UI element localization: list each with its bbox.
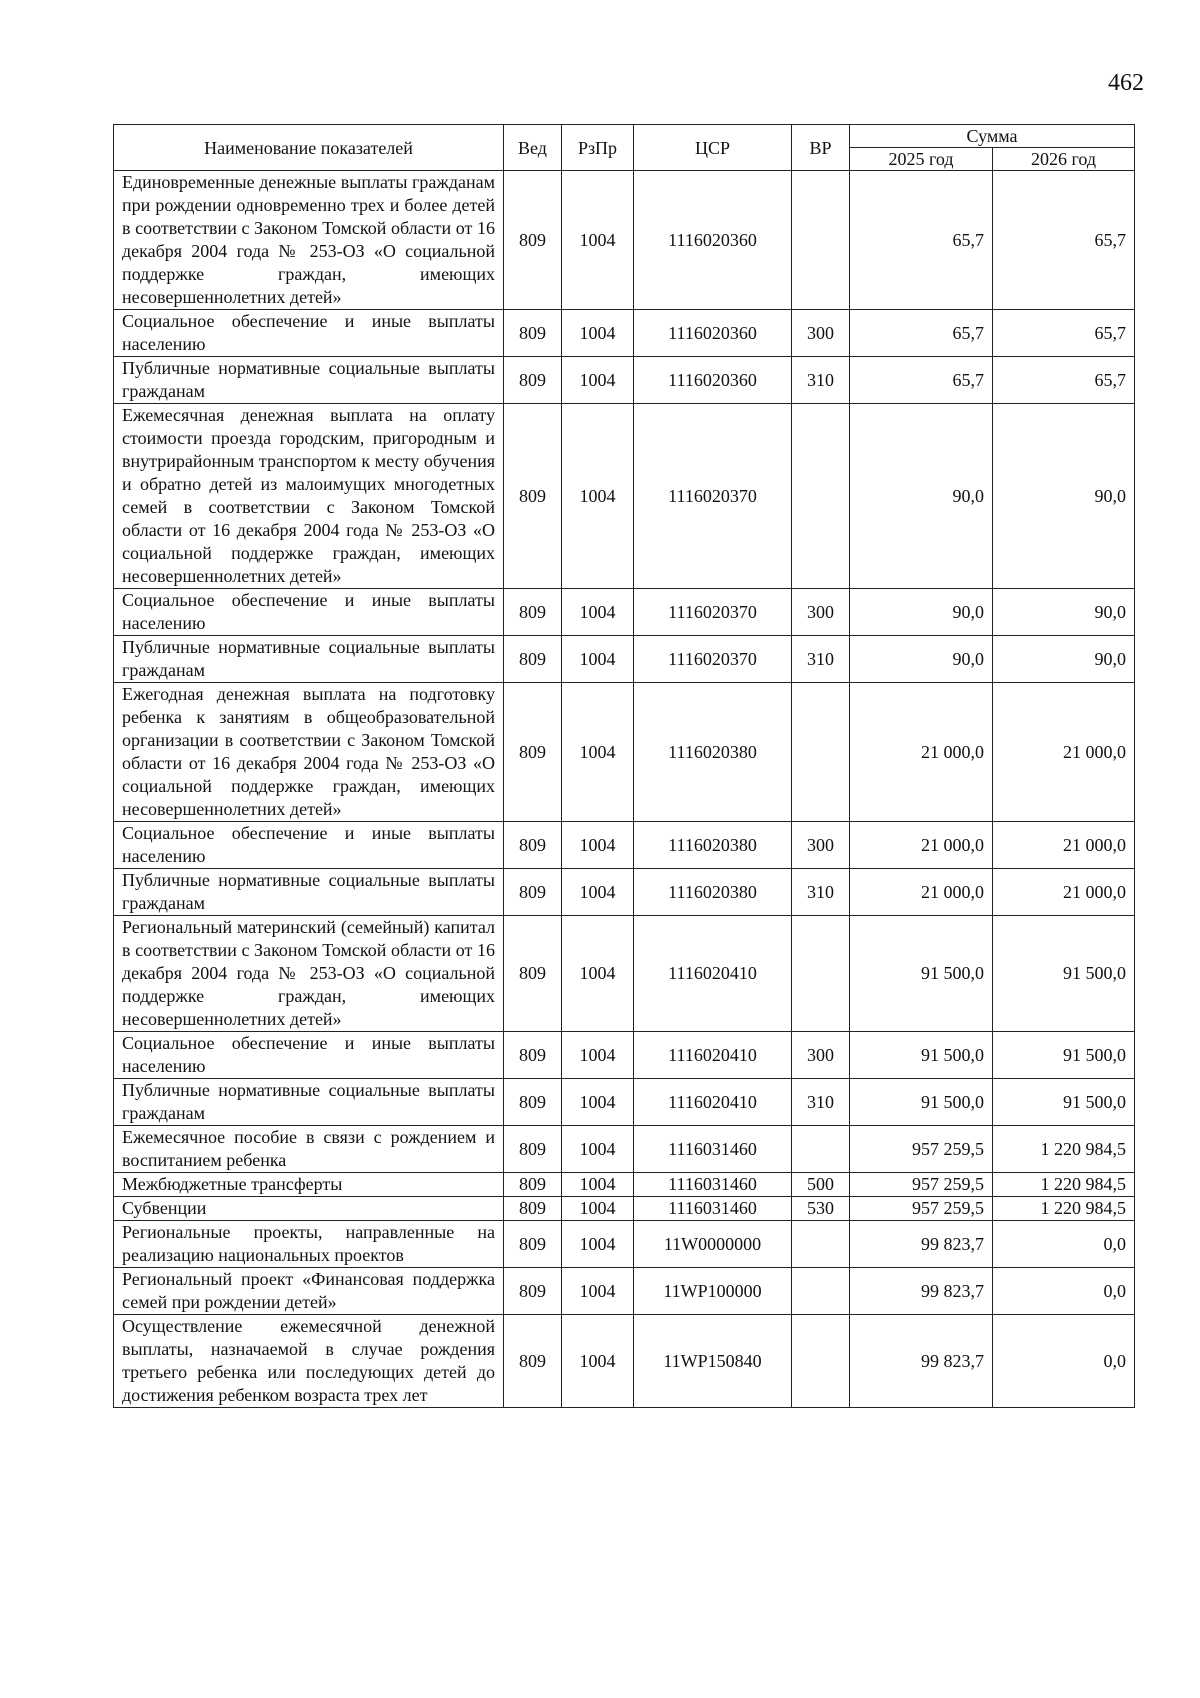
cell-sum-2026: 1 220 984,5	[993, 1126, 1135, 1173]
cell-ved: 809	[504, 1197, 562, 1221]
cell-sum-2025: 65,7	[850, 171, 993, 310]
cell-ved: 809	[504, 310, 562, 357]
cell-rzpr: 1004	[562, 916, 634, 1032]
cell-name: Региональный проект «Финансовая поддержка семей при рождении детей»	[114, 1268, 504, 1315]
cell-vr: 530	[792, 1197, 850, 1221]
cell-csr: 1116020370	[634, 589, 792, 636]
cell-ved: 809	[504, 357, 562, 404]
cell-vr: 500	[792, 1173, 850, 1197]
cell-sum-2025: 90,0	[850, 589, 993, 636]
cell-sum-2026: 90,0	[993, 404, 1135, 589]
cell-vr: 300	[792, 822, 850, 869]
cell-csr: 1116031460	[634, 1197, 792, 1221]
cell-sum-2025: 91 500,0	[850, 916, 993, 1032]
cell-sum-2026: 91 500,0	[993, 1032, 1135, 1079]
table-row	[114, 822, 1135, 869]
cell-sum-2025: 957 259,5	[850, 1173, 993, 1197]
cell-rzpr: 1004	[562, 1315, 634, 1408]
cell-name: Региональные проекты, направленные на реализацию национальных проектов	[114, 1221, 504, 1268]
cell-rzpr: 1004	[562, 1126, 634, 1173]
cell-csr: 1116020360	[634, 357, 792, 404]
cell-rzpr: 1004	[562, 822, 634, 869]
cell-rzpr: 1004	[562, 636, 634, 683]
cell-rzpr: 1004	[562, 1268, 634, 1315]
cell-csr: 1116020410	[634, 1032, 792, 1079]
cell-sum-2026: 91 500,0	[993, 1079, 1135, 1126]
cell-csr: 1116020380	[634, 822, 792, 869]
cell-ved: 809	[504, 1315, 562, 1408]
cell-csr: 1116020380	[634, 683, 792, 822]
cell-name: Социальное обеспечение и иные выплаты населению	[114, 589, 504, 636]
cell-sum-2026: 0,0	[993, 1221, 1135, 1268]
cell-sum-2025: 65,7	[850, 357, 993, 404]
cell-vr: 300	[792, 589, 850, 636]
cell-sum-2025: 99 823,7	[850, 1268, 993, 1315]
cell-ved: 809	[504, 1079, 562, 1126]
cell-csr: 1116020380	[634, 869, 792, 916]
cell-ved: 809	[504, 869, 562, 916]
table-row	[114, 1197, 1135, 1221]
cell-ved: 809	[504, 683, 562, 822]
cell-ved: 809	[504, 1268, 562, 1315]
cell-ved: 809	[504, 1173, 562, 1197]
header-csr: ЦСР	[634, 125, 792, 171]
cell-csr: 11WP100000	[634, 1268, 792, 1315]
cell-vr: 300	[792, 1032, 850, 1079]
header-name: Наименование показателей	[114, 125, 504, 171]
cell-vr: 300	[792, 310, 850, 357]
cell-sum-2026: 0,0	[993, 1315, 1135, 1408]
cell-rzpr: 1004	[562, 1032, 634, 1079]
cell-ved: 809	[504, 916, 562, 1032]
cell-csr: 1116020410	[634, 1079, 792, 1126]
cell-ved: 809	[504, 589, 562, 636]
cell-name: Публичные нормативные социальные выплаты гражданам	[114, 357, 504, 404]
table-row	[114, 357, 1135, 404]
cell-name: Публичные нормативные социальные выплаты гражданам	[114, 869, 504, 916]
cell-name: Социальное обеспечение и иные выплаты населению	[114, 310, 504, 357]
cell-rzpr: 1004	[562, 1221, 634, 1268]
cell-sum-2026: 90,0	[993, 636, 1135, 683]
cell-sum-2026: 1 220 984,5	[993, 1173, 1135, 1197]
cell-sum-2025: 21 000,0	[850, 683, 993, 822]
cell-sum-2025: 90,0	[850, 636, 993, 683]
header-vr: ВР	[792, 125, 850, 171]
cell-vr	[792, 1315, 850, 1408]
cell-sum-2025: 957 259,5	[850, 1197, 993, 1221]
cell-vr	[792, 683, 850, 822]
header-year-2025: 2025 год	[850, 148, 993, 171]
table-row	[114, 1221, 1135, 1268]
cell-csr: 11W0000000	[634, 1221, 792, 1268]
table-row	[114, 404, 1135, 589]
header-ved: Вед	[504, 125, 562, 171]
cell-vr	[792, 1126, 850, 1173]
cell-vr	[792, 171, 850, 310]
table-row	[114, 916, 1135, 1032]
table-row	[114, 171, 1135, 310]
cell-csr: 1116020410	[634, 916, 792, 1032]
cell-csr: 11WP150840	[634, 1315, 792, 1408]
cell-name: Межбюджетные трансферты	[114, 1173, 504, 1197]
cell-vr	[792, 404, 850, 589]
cell-sum-2026: 1 220 984,5	[993, 1197, 1135, 1221]
table-row	[114, 1173, 1135, 1197]
table-row	[114, 636, 1135, 683]
cell-sum-2025: 21 000,0	[850, 869, 993, 916]
table-row	[114, 869, 1135, 916]
cell-rzpr: 1004	[562, 310, 634, 357]
cell-name: Социальное обеспечение и иные выплаты населению	[114, 1032, 504, 1079]
cell-sum-2026: 21 000,0	[993, 822, 1135, 869]
cell-ved: 809	[504, 822, 562, 869]
table-row	[114, 589, 1135, 636]
cell-sum-2026: 90,0	[993, 589, 1135, 636]
cell-rzpr: 1004	[562, 1197, 634, 1221]
table-row	[114, 1032, 1135, 1079]
table-row	[114, 1268, 1135, 1315]
cell-name: Осуществление ежемесячной денежной выплаты, назначаемой в случае рождения третьего ребенка или последующих детей до достижения ребенком возраста трех лет	[114, 1315, 504, 1408]
header-year-2026: 2026 год	[993, 148, 1135, 171]
cell-ved: 809	[504, 1221, 562, 1268]
cell-vr	[792, 916, 850, 1032]
cell-rzpr: 1004	[562, 171, 634, 310]
cell-rzpr: 1004	[562, 589, 634, 636]
cell-ved: 809	[504, 404, 562, 589]
cell-rzpr: 1004	[562, 869, 634, 916]
cell-name: Ежемесячная денежная выплата на оплату стоимости проезда городским, пригородным и внутрирайонным транспортом к месту обучения и обратно детей из малоимущих многодетных семей в соответствии с Законом Томской области от 16 декабря 2004 года № 253-ОЗ «О социальной поддержке граждан, имеющих несовершеннолетних детей»	[114, 404, 504, 589]
cell-vr	[792, 1268, 850, 1315]
header-sum: Сумма	[850, 125, 1135, 148]
cell-sum-2025: 99 823,7	[850, 1221, 993, 1268]
cell-csr: 1116020370	[634, 404, 792, 589]
cell-csr: 1116020370	[634, 636, 792, 683]
cell-name: Социальное обеспечение и иные выплаты населению	[114, 822, 504, 869]
cell-rzpr: 1004	[562, 683, 634, 822]
cell-vr: 310	[792, 869, 850, 916]
cell-rzpr: 1004	[562, 1079, 634, 1126]
table-row	[114, 1315, 1135, 1408]
page-number: 462	[1108, 70, 1144, 96]
cell-sum-2025: 90,0	[850, 404, 993, 589]
cell-vr: 310	[792, 1079, 850, 1126]
table-header	[114, 125, 1135, 171]
table-row	[114, 683, 1135, 822]
cell-rzpr: 1004	[562, 1173, 634, 1197]
cell-sum-2026: 0,0	[993, 1268, 1135, 1315]
cell-rzpr: 1004	[562, 357, 634, 404]
cell-csr: 1116020360	[634, 310, 792, 357]
cell-name: Публичные нормативные социальные выплаты гражданам	[114, 636, 504, 683]
header-rzpr: РзПр	[562, 125, 634, 171]
cell-sum-2025: 21 000,0	[850, 822, 993, 869]
cell-sum-2026: 65,7	[993, 171, 1135, 310]
cell-ved: 809	[504, 636, 562, 683]
cell-sum-2025: 99 823,7	[850, 1315, 993, 1408]
budget-table	[113, 124, 1135, 1408]
cell-sum-2026: 21 000,0	[993, 683, 1135, 822]
cell-sum-2025: 91 500,0	[850, 1079, 993, 1126]
cell-name: Региональный материнский (семейный) капитал в соответствии с Законом Томской области от 16 декабря 2004 года № 253-ОЗ «О социальной поддержке граждан, имеющих несовершеннолетних детей»	[114, 916, 504, 1032]
cell-ved: 809	[504, 1126, 562, 1173]
cell-sum-2026: 91 500,0	[993, 916, 1135, 1032]
cell-vr: 310	[792, 636, 850, 683]
cell-sum-2025: 91 500,0	[850, 1032, 993, 1079]
cell-name: Публичные нормативные социальные выплаты гражданам	[114, 1079, 504, 1126]
cell-vr	[792, 1221, 850, 1268]
cell-name: Субвенции	[114, 1197, 504, 1221]
table-row	[114, 310, 1135, 357]
cell-csr: 1116020360	[634, 171, 792, 310]
cell-sum-2026: 65,7	[993, 357, 1135, 404]
cell-name: Ежегодная денежная выплата на подготовку ребенка к занятиям в общеобразовательной организации в соответствии с Законом Томской области от 16 декабря 2004 года № 253-ОЗ «О социальной поддержке граждан, имеющих несовершеннолетних детей»	[114, 683, 504, 822]
cell-name: Ежемесячное пособие в связи с рождением и воспитанием ребенка	[114, 1126, 504, 1173]
cell-sum-2026: 65,7	[993, 310, 1135, 357]
cell-ved: 809	[504, 171, 562, 310]
cell-csr: 1116031460	[634, 1173, 792, 1197]
table-row	[114, 1126, 1135, 1173]
cell-vr: 310	[792, 357, 850, 404]
cell-sum-2025: 957 259,5	[850, 1126, 993, 1173]
cell-sum-2025: 65,7	[850, 310, 993, 357]
cell-name: Единовременные денежные выплаты гражданам при рождении одновременно трех и более детей в соответствии с Законом Томской области от 16 декабря 2004 года № 253-ОЗ «О социальной поддержке граждан, имеющих несовершеннолетних детей»	[114, 171, 504, 310]
cell-sum-2026: 21 000,0	[993, 869, 1135, 916]
table-row	[114, 1079, 1135, 1126]
table-body	[114, 171, 1135, 1408]
cell-csr: 1116031460	[634, 1126, 792, 1173]
cell-ved: 809	[504, 1032, 562, 1079]
cell-rzpr: 1004	[562, 404, 634, 589]
